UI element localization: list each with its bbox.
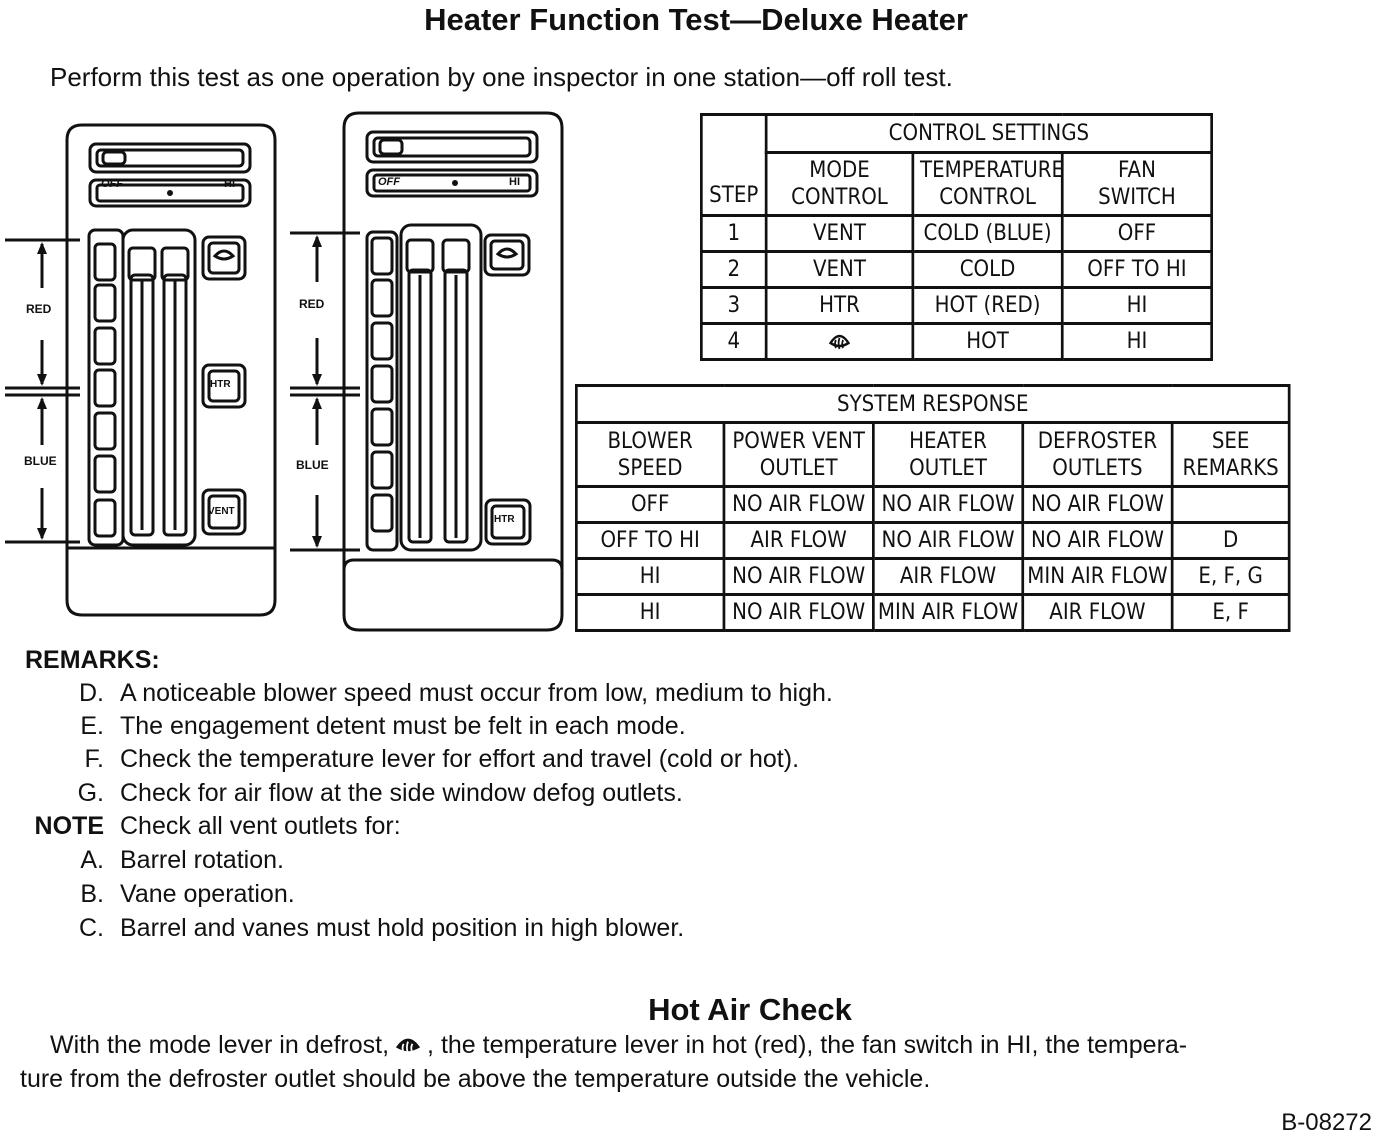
control-panel-right-drawing [285, 110, 570, 635]
remark-item [79, 677, 833, 710]
table-row [701, 288, 1211, 324]
heater-cell: MIN AIR FLOW [873, 595, 1022, 631]
remark-item [77, 777, 683, 810]
vent-cell: NO AIR FLOW [724, 487, 873, 523]
table-row [576, 523, 1289, 559]
mode-cell [766, 324, 913, 360]
fan-cell: OFF [1062, 216, 1211, 252]
remark-item [84, 743, 800, 776]
remark-label: E. [80, 712, 104, 740]
control-panel-left-drawing [0, 120, 290, 630]
page-title: Heater Function Test—Deluxe Heater [424, 2, 968, 37]
step-header: STEP [701, 115, 766, 216]
intro-text: Perform this test as one operation by one inspector in one station—off roll test. [50, 62, 953, 92]
remarks-heading: REMARKS: [25, 646, 160, 674]
note-sub-text: Barrel and vanes must hold position in high blower. [120, 914, 685, 942]
defrost-icon [828, 331, 851, 353]
vent-cell: NO AIR FLOW [724, 595, 873, 631]
note-sub-label: C. [79, 914, 104, 942]
fan-off-label: OFF [378, 176, 400, 188]
fan-hi-label: HI [224, 178, 235, 190]
remark-text: A noticeable blower speed must occur from low, medium to high. [120, 679, 833, 707]
zone-red-label: RED [26, 302, 52, 316]
remark-label: D. [79, 679, 104, 707]
note-text: Check all vent outlets for: [120, 812, 401, 840]
htr-button-label: HTR [494, 514, 515, 525]
remark-label: G. [77, 779, 104, 807]
step-cell: 2 [701, 252, 766, 288]
hot-air-text-line2: ture from the defroster outlet should be above the temperature outside the vehicle. [20, 1065, 931, 1093]
fan-switch-header: FAN SWITCH [1062, 153, 1211, 216]
control-panel-diagram-right [285, 110, 570, 640]
figure-code: B-08272 [1281, 1109, 1372, 1136]
remark-label: F. [84, 745, 104, 773]
temperature-cell: HOT (RED) [913, 288, 1062, 324]
mode-cell: VENT [766, 252, 913, 288]
zone-blue-label: BLUE [24, 454, 57, 468]
remark-item [80, 710, 686, 743]
defrost-icon [393, 1034, 423, 1058]
table-row [701, 324, 1211, 360]
system-response-header: SYSTEM RESPONSE [576, 386, 1289, 423]
vent-cell: AIR FLOW [724, 523, 873, 559]
hot-air-text-part1: With the mode lever in defrost, [50, 1031, 390, 1059]
vent-cell: NO AIR FLOW [724, 559, 873, 595]
see-remarks-header: SEE REMARKS [1172, 423, 1289, 487]
power-vent-outlet-header: POWER VENT OUTLET [724, 423, 873, 487]
step-cell: 4 [701, 324, 766, 360]
remark-text: Check for air flow at the side window defog outlets. [120, 779, 683, 807]
temperature-cell: COLD (BLUE) [913, 216, 1062, 252]
heater-cell: NO AIR FLOW [873, 487, 1022, 523]
defroster-cell: NO AIR FLOW [1023, 487, 1172, 523]
table-row [576, 595, 1289, 631]
hot-air-check-text [20, 1028, 1390, 1096]
note-sub-text: Vane operation. [120, 880, 295, 908]
mode-cell: HTR [766, 288, 913, 324]
note-sub-item [80, 878, 295, 911]
note-sub-label: A. [80, 846, 104, 874]
fan-off-label: OFF [101, 178, 123, 190]
note-sub-text: Barrel rotation. [120, 846, 284, 874]
blower-speed-header: BLOWER SPEED [576, 423, 724, 487]
vent-button-label: VENT [208, 506, 235, 517]
system-response-table [575, 384, 1291, 632]
remarks-cell [1172, 487, 1289, 523]
remarks-cell: E, F, G [1172, 559, 1289, 595]
note-sub-item [80, 844, 284, 877]
hot-air-check-title: Hot Air Check [648, 992, 852, 1027]
heater-cell: NO AIR FLOW [873, 523, 1022, 559]
blower-cell: HI [576, 595, 724, 631]
fan-cell: OFF TO HI [1062, 252, 1211, 288]
blower-cell: OFF [576, 487, 724, 523]
note-sub-item [79, 912, 685, 945]
remarks-cell: E, F [1172, 595, 1289, 631]
control-settings-table [700, 113, 1213, 361]
step-cell: 3 [701, 288, 766, 324]
defroster-outlets-header: DEFROSTER OUTLETS [1023, 423, 1172, 487]
defroster-cell: NO AIR FLOW [1023, 523, 1172, 559]
blower-cell: HI [576, 559, 724, 595]
table-row [576, 559, 1289, 595]
hot-air-text-part2: , the temperature lever in hot (red), the fan switch in HI, the tempera- [427, 1031, 1188, 1059]
heater-outlet-header: HEATER OUTLET [873, 423, 1022, 487]
fan-cell: HI [1062, 288, 1211, 324]
zone-blue-label: BLUE [296, 458, 329, 472]
fan-hi-label: HI [509, 176, 520, 188]
defroster-cell: AIR FLOW [1023, 595, 1172, 631]
table-row [701, 216, 1211, 252]
mode-control-header: MODE CONTROL [766, 153, 913, 216]
fan-cell: HI [1062, 324, 1211, 360]
temperature-cell: COLD [913, 252, 1062, 288]
note-label: NOTE [34, 812, 104, 840]
table-row [701, 252, 1211, 288]
blower-cell: OFF TO HI [576, 523, 724, 559]
note-sub-label: B. [80, 880, 104, 908]
control-settings-header: CONTROL SETTINGS [766, 115, 1212, 153]
htr-button-label: HTR [210, 379, 231, 390]
remark-text: The engagement detent must be felt in each mode. [120, 712, 686, 740]
step-cell: 1 [701, 216, 766, 252]
defroster-cell: MIN AIR FLOW [1023, 559, 1172, 595]
table-row [576, 487, 1289, 523]
remark-text: Check the temperature lever for effort and travel (cold or hot). [120, 745, 800, 773]
remarks-cell: D [1172, 523, 1289, 559]
zone-red-label: RED [299, 297, 325, 311]
temperature-control-header: TEMPERATURE CONTROL [913, 153, 1062, 216]
control-panel-diagram-left [0, 120, 290, 635]
temperature-cell: HOT [913, 324, 1062, 360]
heater-cell: AIR FLOW [873, 559, 1022, 595]
note-item [34, 810, 401, 843]
mode-cell: VENT [766, 216, 913, 252]
